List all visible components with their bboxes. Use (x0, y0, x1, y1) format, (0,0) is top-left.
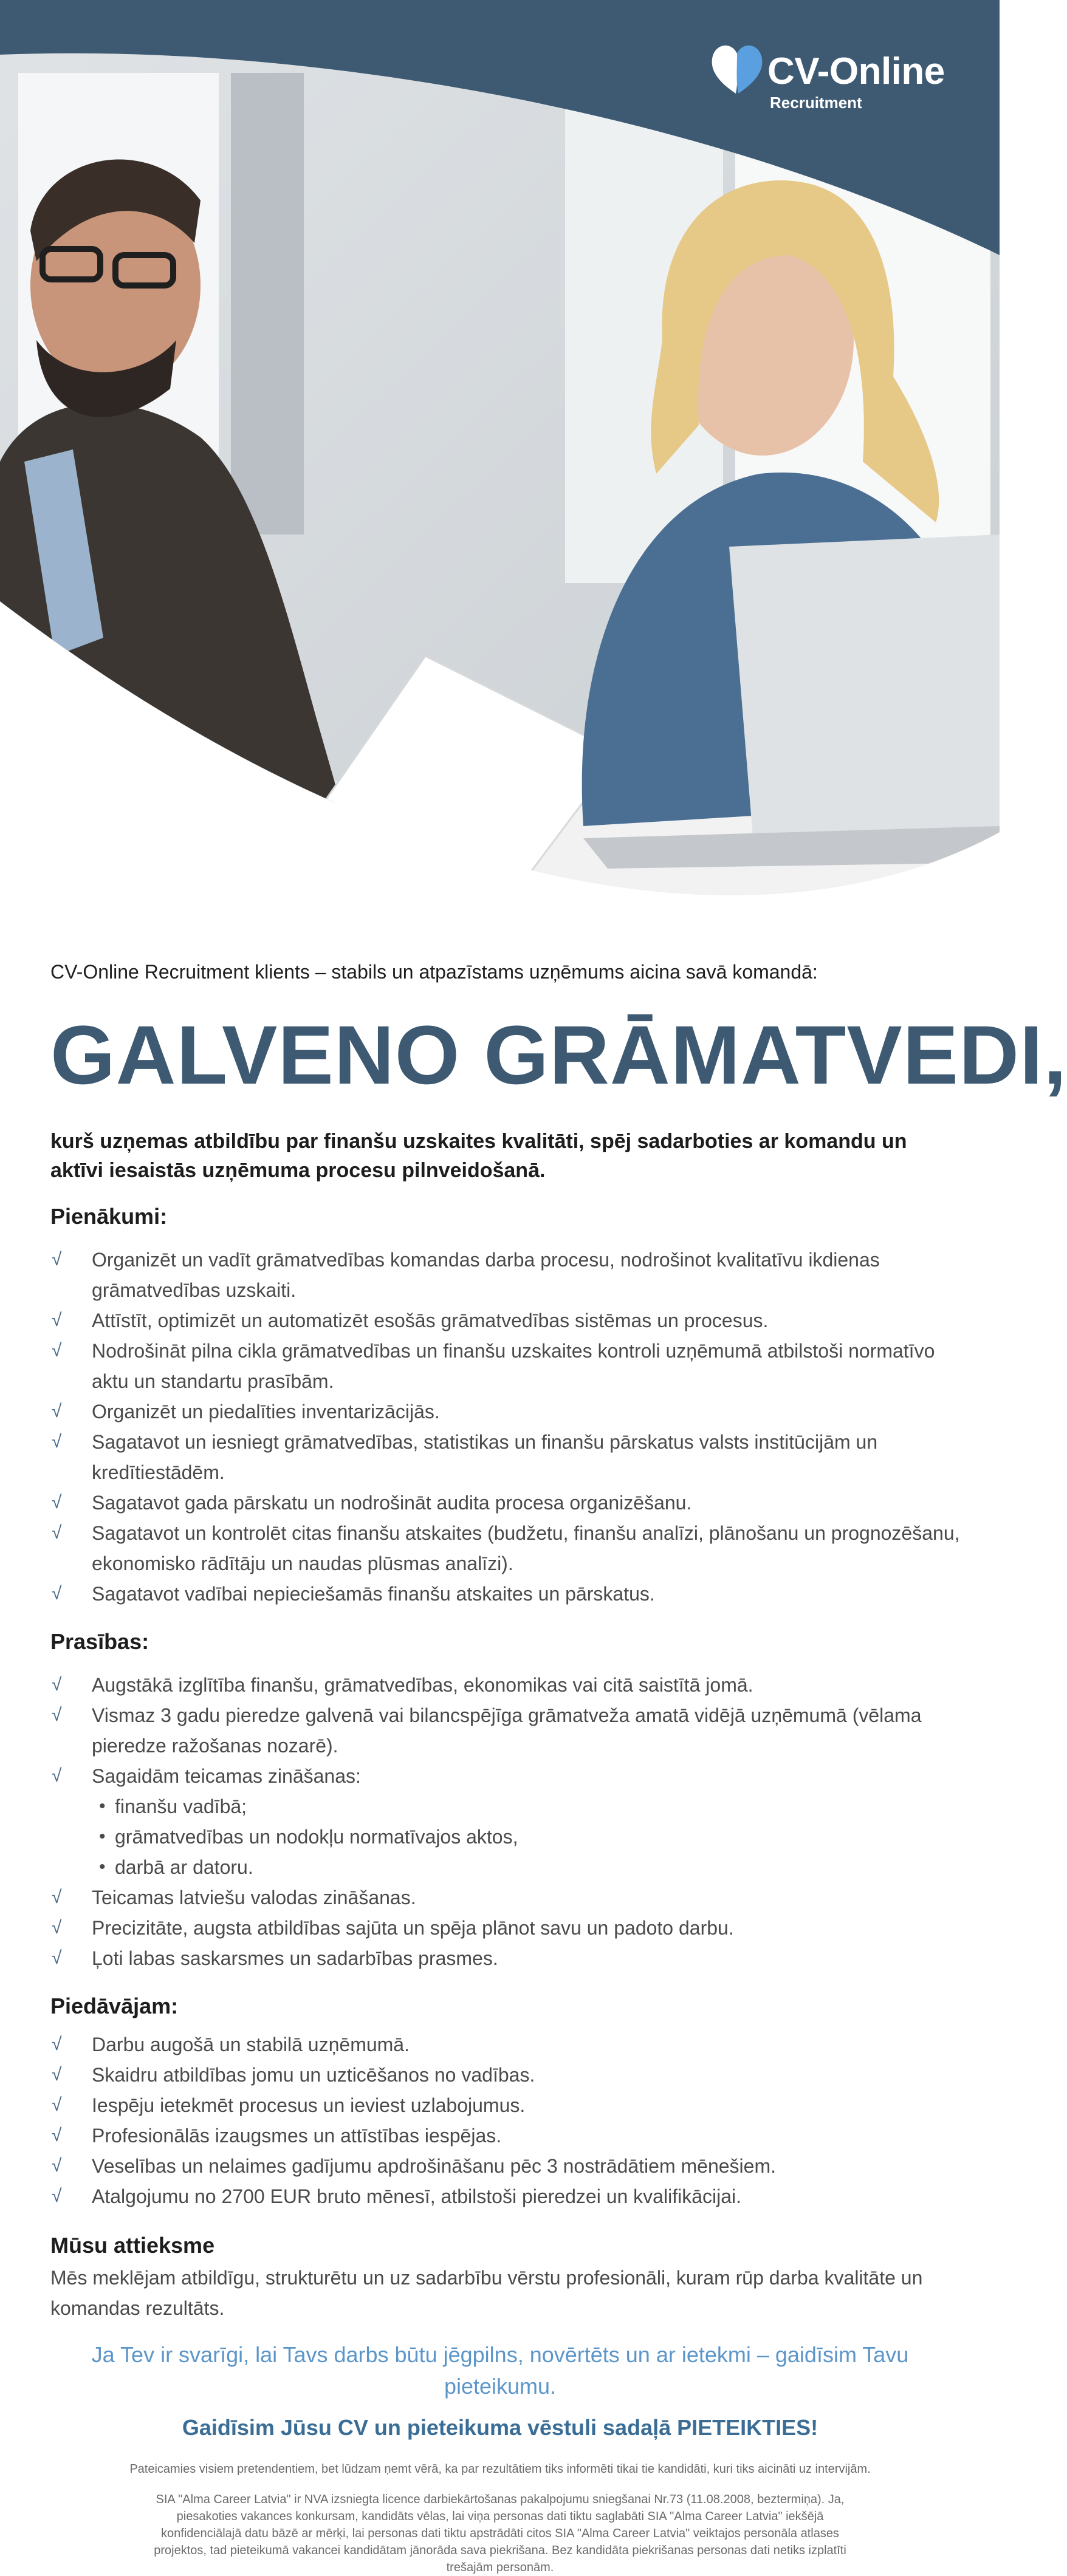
list-item: √ Sagaidām teicamas zināšanas: (50, 1761, 962, 1791)
check-icon: √ (52, 1887, 62, 1907)
check-icon: √ (52, 1492, 62, 1512)
duties-heading: Pienākumi: (50, 1204, 168, 1229)
check-icon: √ (52, 2125, 62, 2145)
list-item: √ Organizēt un vadīt grāmatvedības komandas darba procesu, nodrošinot kvalitatīvu ikdienas grāmatvedības uzskaiti. (50, 1245, 962, 1305)
list-item: √ Sagatavot un kontrolēt citas finanšu atskaites (budžetu, finanšu analīzi, plānošanu un prognozēšanu, ekonomisko rādītāju un naudas plūsmas analīzi). (50, 1518, 962, 1579)
list-item: √ Iespēju ietekmēt procesus un ieviest uzlabojumus. (50, 2090, 962, 2120)
list-item: √ Darbu augošā un stabilā uzņēmumā. (50, 2029, 962, 2060)
lead-text: kurš uzņemas atbildību par finanšu uzskaites kvalitāti, spēj sadarboties ar komandu un aktīvi iesaistās uzņēmuma procesu pilnveidošanā. (50, 1130, 907, 1182)
knowledge-sublist (50, 1791, 962, 1882)
check-icon: √ (52, 1948, 62, 1968)
cta-invitation: Ja Tev ir svarīgi, lai Tavs darbs būtu jēgpilns, novērtēts un ar ietekmi – gaidīsim Tavu pieteikumu. (91, 2342, 909, 2399)
list-item: • finanšu vadībā; (50, 1791, 962, 1822)
check-icon: √ (52, 1401, 62, 1421)
attitude-text: Mēs meklējam atbildīgu, strukturētu un uz sadarbību vērstu profesionāli, kuram rūp darba kvalitāte un komandas rezultāts. (50, 2267, 923, 2319)
logo-subtitle: Recruitment (770, 94, 862, 112)
check-icon: √ (52, 2034, 62, 2054)
check-icon: √ (52, 1249, 62, 1269)
list-item: √ Veselības un nelaimes gadījumu apdrošināšanu pēc 3 nostrādātiem mēnešiem. (50, 2151, 962, 2181)
list-item: √ Teicamas latviešu valodas zināšanas. (50, 1882, 962, 1913)
check-icon: √ (52, 1523, 62, 1543)
list-item: √ Ļoti labas saskarsmes un sadarbības prasmes. (50, 1943, 962, 1973)
list-item: √ Sagatavot gada pārskatu un nodrošināt audita procesa organizēšanu. (50, 1488, 962, 1518)
requirements-list (50, 1670, 962, 1791)
hero-banner (0, 0, 1000, 948)
list-item: • grāmatvedības un nodokļu normatīvajos aktos, (50, 1822, 962, 1852)
heart-bubble-icon (707, 38, 767, 98)
check-icon: √ (52, 1584, 62, 1604)
list-item: √ Nodrošināt pilna cikla grāmatvedības un finanšu uzskaites kontroli uzņēmumā atbilstoši normatīvo aktu un standartu prasībām. (50, 1336, 962, 1396)
intro-text: CV-Online Recruitment klients – stabils un atpazīstams uzņēmums aicina savā komandā: (50, 961, 818, 983)
hero-photo (0, 0, 1000, 948)
check-icon: √ (52, 2156, 62, 2176)
check-icon: √ (52, 1341, 62, 1361)
list-item: √ Augstākā izglītība finanšu, grāmatvedības, ekonomikas vai citā saistītā jomā. (50, 1670, 962, 1700)
offer-heading: Piedāvājam: (50, 1993, 179, 2018)
footer-legal: SIA "Alma Career Latvia" ir NVA izsniegta licence darbiekārtošanas pakalpojumu sniegšanai Nr.73 (11.08.2008, beztermiņa). Ja, piesakoties vakances konkursam, kandidāts vēlas, lai viņa personas dati tiktu saglabāti SIA "Alma Career Latvia" iekšējā konfidenciālajā datu bāzē ar mērķi, lai personas dati tiktu apstrādāti citos SIA "Alma Career Latvia" veiktajos personāla atlases projektos, tad pieteikumā vakancei kandidātam jānorāda sava piekrišana. Bez kandidāta piekrišanas personas dati netiks izplatīti trešajām personām. (154, 2493, 846, 2574)
list-item: √ Skaidru atbildības jomu un uzticēšanos no vadības. (50, 2060, 962, 2090)
check-icon: √ (52, 1310, 62, 1330)
duties-list (50, 1245, 962, 1609)
check-icon: √ (52, 1432, 62, 1452)
logo-name: CV-Online (767, 50, 945, 92)
check-icon: √ (52, 1766, 62, 1786)
list-item: √ Precizitāte, augsta atbildības sajūta un spēja plānot savu un padoto darbu. (50, 1913, 962, 1943)
check-icon: √ (52, 2186, 62, 2206)
list-item: √ Sagatavot vadībai nepieciešamās finanšu atskaites un pārskatus. (50, 1579, 962, 1609)
cv-online-logo[interactable] (707, 38, 962, 123)
list-item: √ Attīstīt, optimizēt un automatizēt esošās grāmatvedības sistēmas un procesus. (50, 1305, 962, 1336)
bullet-icon: • (99, 1857, 106, 1877)
check-icon: √ (52, 1705, 62, 1725)
list-item: • darbā ar datoru. (50, 1852, 962, 1882)
footer-note: Pateicamies visiem pretendentiem, bet lūdzam ņemt vērā, ka par rezultātiem tiks informēti tikai tie kandidāti, kuri tiks aicināti uz intervijām. (129, 2462, 871, 2476)
list-item: √ Sagatavot un iesniegt grāmatvedības, statistikas un finanšu pārskatus valsts institūcijām un kredītiestādēm. (50, 1427, 962, 1488)
check-icon: √ (52, 1918, 62, 1938)
list-item: √ Organizēt un piedalīties inventarizācijās. (50, 1396, 962, 1427)
check-icon: √ (52, 2095, 62, 2115)
bullet-icon: • (99, 1796, 106, 1816)
list-item: √ Profesionālās izaugsmes un attīstības iespējas. (50, 2120, 962, 2151)
list-item: √ Vismaz 3 gadu pieredze galvenā vai bilancspējīga grāmatveža amatā vidējā uzņēmumā (vēlama pieredze ražošanas nozarē). (50, 1700, 962, 1761)
check-icon: √ (52, 1675, 62, 1695)
cta-apply-link[interactable]: Gaidīsim Jūsu CV un pieteikuma vēstuli sadaļā PIETEIKTIES! (182, 2415, 818, 2440)
requirements-heading: Prasības: (50, 1629, 149, 1654)
attitude-heading: Mūsu attieksme (50, 2233, 215, 2258)
offer-list (50, 2029, 962, 2212)
requirements-list-continued (50, 1882, 962, 1973)
job-title-headline: GALVENO GRĀMATVEDI, (50, 1009, 1067, 1102)
list-item: √ Atalgojumu no 2700 EUR bruto mēnesī, atbilstoši pieredzei un kvalifikācijai. (50, 2181, 962, 2212)
job-ad-content (50, 957, 1067, 2576)
check-icon: √ (52, 2065, 62, 2085)
bullet-icon: • (99, 1826, 106, 1847)
